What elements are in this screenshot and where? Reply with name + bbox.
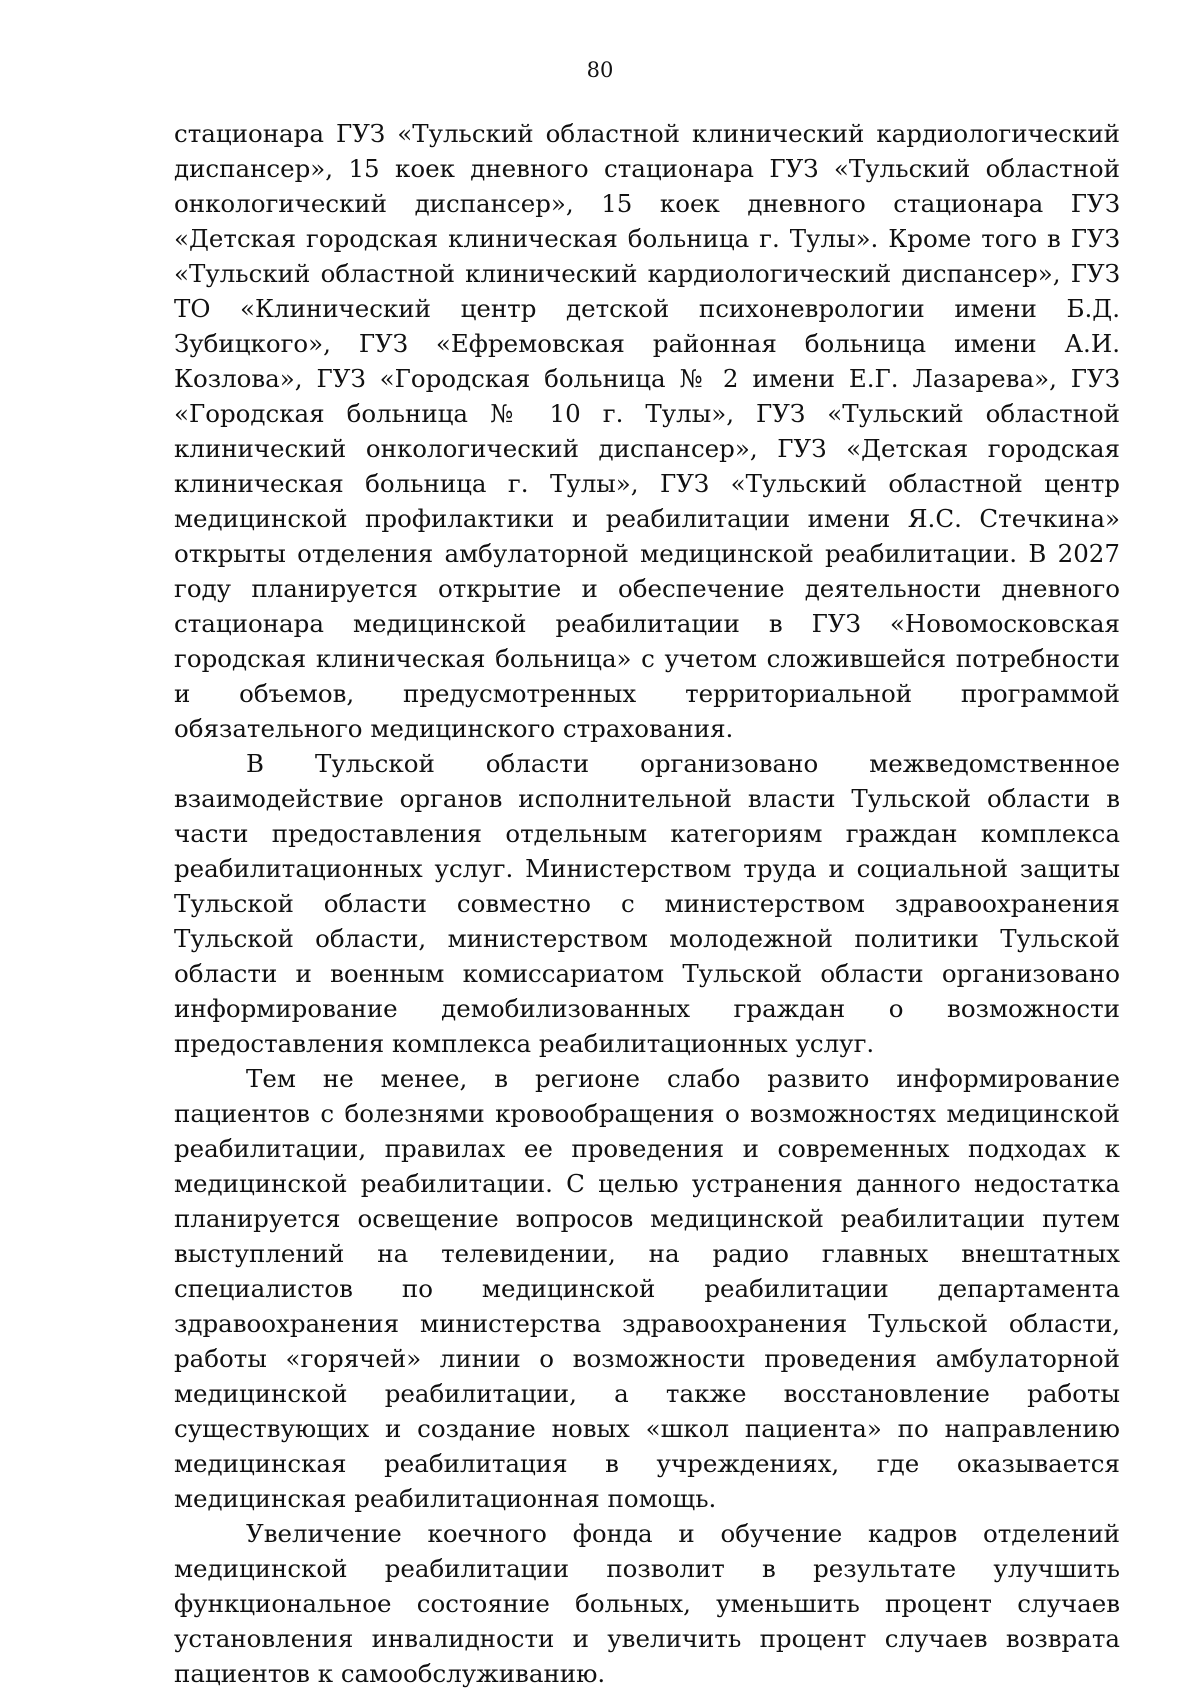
paragraph-3: Тем не менее, в регионе слабо развито информирование пациентов с болезнями кровообращения о возможностях медицинской реабилитации, правилах ее проведения и современных подходах к медицинской реабилитации. С целью устранения данного недостатка планируется освещение вопросов медицинской реабилитации путем выступлений на телевидении, на радио главных внештатных специалистов по медицинской реабилитации департамента здравоохранения министерства здравоохранения Тульской области, работы «горячей» линии о возможности проведения амбулаторной медицинской реабилитации, а также восстановление работы существующих и создание новых «школ пациента» по направлению медицинская реабилитация в учреждениях, где оказывается медицинская реабилитационная помощь. [174,1064,1120,1513]
paragraph-1: стационара ГУЗ «Тульский областной клинический кардиологический диспансер», 15 коек дневного стационара ГУЗ «Тульский областной онкологический диспансер», 15 коек дневного стационара ГУЗ «Детская городская клиническая больница г. Тулы». Кроме того в ГУЗ «Тульский областной клинический кардиологический диспансер», ГУЗ ТО «Клинический центр детской психоневрологии имени Б.Д. Зубицкого», ГУЗ «Ефремовская районная больница имени А.И. Козлова», ГУЗ «Городская больница № 2 имени Е.Г. Лазарева», ГУЗ «Городская больница № 10 г. Тулы», ГУЗ «Тульский областной клинический онкологический диспансер», ГУЗ «Детская городская клиническая больница г. Тулы», ГУЗ «Тульский областной центр медицинской профилактики и реабилитации имени Я.С. Стечкина» открыты отделения амбулаторной медицинской реабилитации. В 2027 году планируется открытие и обеспечение деятельности дневного стационара медицинской реабилитации в ГУЗ «Новомосковская городская клиническая больница» с учетом сложившейся потребности и объемов, предусмотренных территориальной программой обязательного медицинского страхования. [174,119,1120,743]
page-number: 80 [586,58,614,82]
document-body [174,116,1120,1691]
paragraph-4: Увеличение коечного фонда и обучение кадров отделений медицинской реабилитации позволит в результате улучшить функциональное состояние больных, уменьшить процент случаев установления инвалидности и увеличить процент случаев возврата пациентов к самообслуживанию. [174,1519,1120,1688]
paragraph-2: В Тульской области организовано межведомственное взаимодействие органов исполнительной власти Тульской области в части предоставления отдельным категориям граждан комплекса реабилитационных услуг. Министерством труда и социальной защиты Тульской области совместно с министерством здравоохранения Тульской области, министерством молодежной политики Тульской области и военным комиссариатом Тульской области организовано информирование демобилизованных граждан о возможности предоставления комплекса реабилитационных услуг. [174,749,1120,1058]
